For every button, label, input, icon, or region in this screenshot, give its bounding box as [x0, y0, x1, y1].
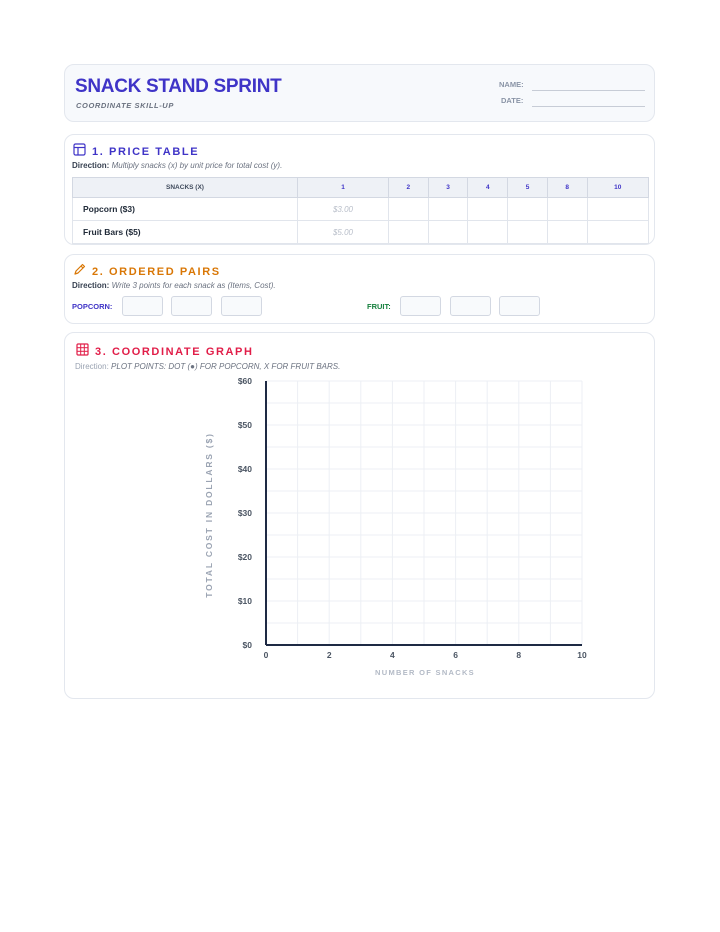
- answer-cell[interactable]: [587, 198, 648, 221]
- direction-text: PLOT POINTS: DOT (●) FOR POPCORN, X FOR FRUIT BARS.: [111, 362, 341, 371]
- name-label: NAME:: [499, 80, 524, 89]
- row-label: Fruit Bars ($5): [73, 221, 298, 244]
- y-tick-label: $10: [237, 596, 252, 606]
- column-header: 3: [428, 178, 468, 198]
- fruit-label: FRUIT:: [367, 302, 391, 311]
- column-header: 8: [547, 178, 587, 198]
- popcorn-label: POPCORN:: [72, 302, 113, 311]
- worksheet-header: [64, 64, 655, 122]
- column-header: 5: [508, 178, 548, 198]
- answer-cell[interactable]: [428, 221, 468, 244]
- answer-cell[interactable]: [468, 221, 508, 244]
- column-header: 10: [587, 178, 648, 198]
- fruit-pair-input[interactable]: [400, 296, 441, 316]
- ordered-pairs-section: [64, 254, 655, 324]
- y-tick-label: $50: [237, 420, 252, 430]
- answer-cell[interactable]: [428, 198, 468, 221]
- worksheet-subtitle: COORDINATE SKILL-UP: [76, 101, 174, 110]
- date-label: DATE:: [501, 96, 524, 105]
- worksheet-title: SNACK STAND SPRINT: [75, 76, 282, 97]
- row-label: Popcorn ($3): [73, 198, 298, 221]
- fruit-pair-input[interactable]: [450, 296, 491, 316]
- price-table-section: [64, 134, 655, 245]
- date-field[interactable]: [532, 106, 645, 107]
- y-axis-label: TOTAL COST IN DOLLARS ($): [204, 432, 214, 598]
- column-header: 4: [468, 178, 508, 198]
- answer-cell[interactable]: [587, 221, 648, 244]
- answer-cell[interactable]: [389, 198, 429, 221]
- answer-cell[interactable]: [547, 198, 587, 221]
- x-tick-label: 10: [577, 650, 587, 660]
- x-tick-label: 8: [516, 650, 522, 660]
- direction-label: Direction:: [72, 161, 110, 170]
- direction: [72, 161, 282, 170]
- direction-text: Multiply snacks (x) by unit price for total cost (y).: [111, 161, 283, 170]
- price-table: [72, 177, 649, 244]
- y-tick-label: $40: [237, 464, 252, 474]
- table-row: [73, 221, 649, 244]
- section-title: 3. COORDINATE GRAPH: [95, 346, 254, 358]
- answer-cell[interactable]: [389, 221, 429, 244]
- x-axis-label: NUMBER OF SNACKS: [375, 668, 475, 677]
- sample-cell: $3.00: [298, 198, 389, 221]
- direction-text: Write 3 points for each snack as (Items, Cost).: [111, 281, 276, 290]
- popcorn-pair-input[interactable]: [221, 296, 262, 316]
- section-title: 2. ORDERED PAIRS: [92, 266, 221, 278]
- x-tick-label: 0: [263, 650, 269, 660]
- x-tick-label: 6: [453, 650, 458, 660]
- sample-cell: $5.00: [298, 221, 389, 244]
- x-tick-label: 4: [390, 650, 395, 660]
- table-header-row: [73, 178, 649, 198]
- answer-cell[interactable]: [508, 198, 548, 221]
- direction: [72, 281, 276, 290]
- y-tick-label: $60: [237, 376, 252, 386]
- direction-label: Direction:: [75, 362, 109, 371]
- popcorn-pair-input[interactable]: [171, 296, 212, 316]
- fruit-pair-input[interactable]: [499, 296, 540, 316]
- column-header: 2: [389, 178, 429, 198]
- answer-cell[interactable]: [547, 221, 587, 244]
- coordinate-graph[interactable]: [65, 333, 654, 698]
- pencil-icon: [73, 263, 86, 281]
- popcorn-pair-input[interactable]: [122, 296, 163, 316]
- section-title: 1. PRICE TABLE: [92, 146, 200, 158]
- y-tick-label: $0: [242, 640, 252, 650]
- answer-cell[interactable]: [508, 221, 548, 244]
- answer-cell[interactable]: [468, 198, 508, 221]
- x-tick-label: 2: [326, 650, 332, 660]
- table-row: [73, 198, 649, 221]
- coordinate-graph-section: [64, 332, 655, 699]
- snacks-header: SNACKS (X): [73, 178, 298, 198]
- name-field[interactable]: [532, 90, 645, 91]
- table-icon: [73, 143, 86, 161]
- y-tick-label: $30: [237, 508, 252, 518]
- y-tick-label: $20: [237, 552, 252, 562]
- direction-label: Direction:: [72, 281, 110, 290]
- column-header: 1: [298, 178, 389, 198]
